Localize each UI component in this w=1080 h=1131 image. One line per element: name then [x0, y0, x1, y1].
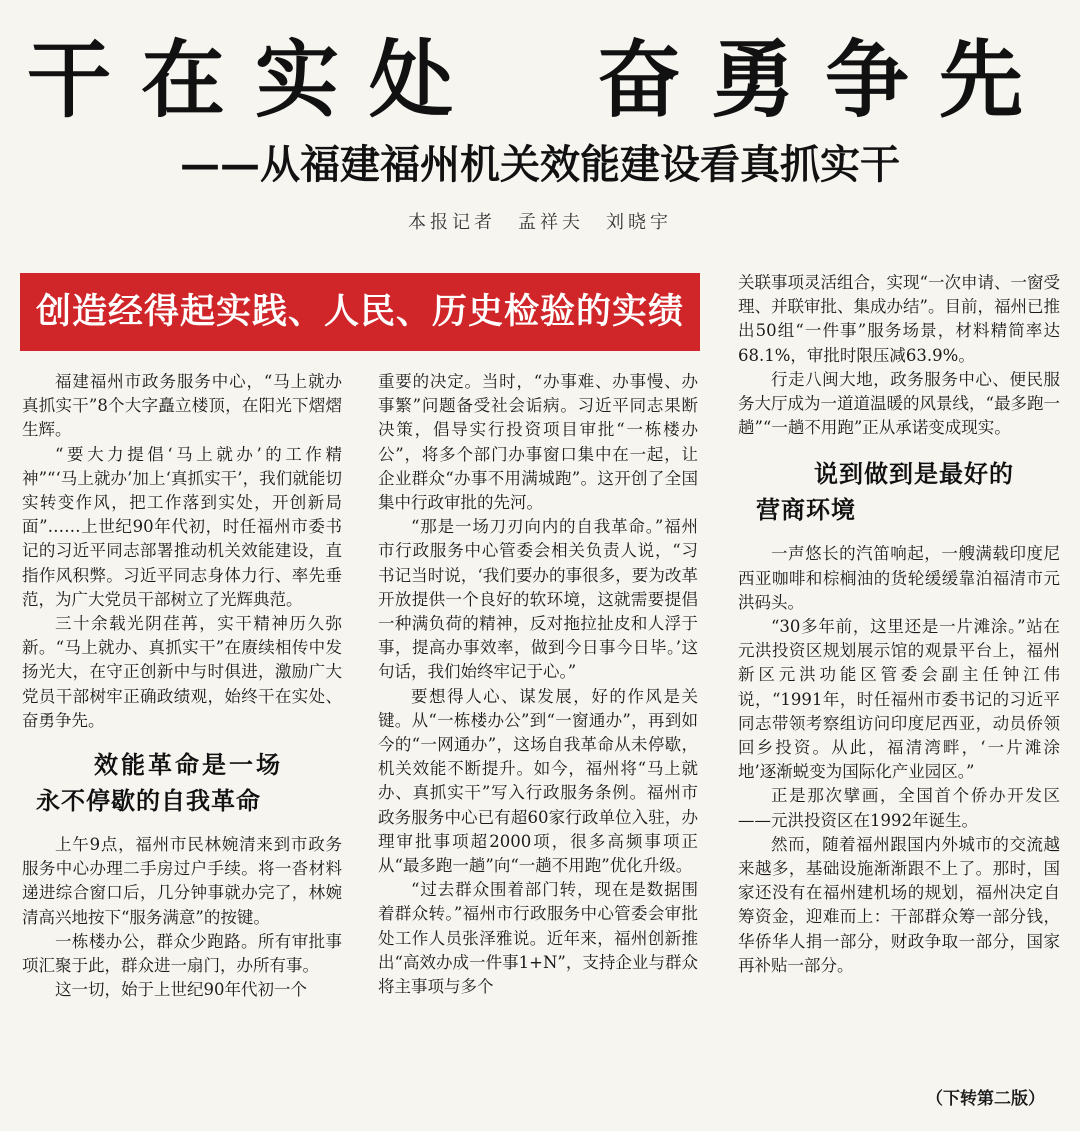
- article-column-2: [378, 370, 698, 999]
- article-column-3: [738, 271, 1060, 978]
- section-banner: 创造经得起实践、人民、历史检验的实绩: [20, 273, 700, 351]
- section-heading-line: 说到做到是最好的: [814, 460, 1014, 489]
- paragraph: 然而，随着福州跟国内外城市的交流越来越多，基础设施渐渐跟不上了。那时，国家还没有在福州建机场的规划，福州决定自筹资金，迎难而上：干部群众筹一部分钱，华侨华人捐一部分，财政争取一部分，国家再补贴一部分。: [738, 834, 1060, 975]
- paragraph: 一声悠长的汽笛响起，一艘满载印度尼西亚咖啡和棕榈油的货轮缓缓靠泊福清市元洪码头。: [738, 544, 1060, 612]
- paragraph: 要想得人心、谋发展，好的作风是关键。从“一栋楼办公”到“一窗通办”，再到如今的“一网通办”，这场自我革命从未停歇，机关效能不断提升。如今，福州将“马上就办、真抓实干”写入行政服务条例。福州市政务服务中心已有超60家行政单位入驻，办理审批事项超2000项，很多高频事项正从“最多跑一趟”向“一趟不用跑”优化升级。: [378, 686, 698, 876]
- paragraph: 正是那次擘画，全国首个侨办开发区——元洪投资区在1992年诞生。: [738, 786, 1060, 830]
- paragraph: “要大力提倡‘马上就办’的工作精神”“‘马上就办’加上‘真抓实干’，我们就能切实转变作风，把工作落到实处，开创新局面”……上世纪90年代初，时任福州市委书记的习近平同志部署推动机关效能建设，直指作风积弊。习近平同志身体力行、率先垂范，为广大党员干部树立了光辉典范。: [22, 444, 342, 609]
- section-heading: [22, 747, 342, 819]
- section-heading-line: 营商环境: [756, 496, 856, 525]
- paragraph: 重要的决定。当时，“办事难、办事慢、办事繁”问题备受社会诟病。习近平同志果断决策，倡导实行投资项目审批“一栋楼办公”，将多个部门办事窗口集中在一起，让企业群众“办事不用满城跑”。这开创了全国集中行政审批的先河。: [378, 372, 698, 513]
- paragraph: “过去群众围着部门转，现在是数据围着群众转。”福州市行政服务中心管委会审批处工作人员张泽雅说。近年来，福州创新推出“高效办成一件事1+N”，支持企业与群众将主事项与多个: [378, 880, 698, 997]
- section-heading: [738, 456, 1060, 528]
- article-column-1: [22, 370, 359, 1002]
- paragraph: 一栋楼办公，群众少跑路。所有审批事项汇聚于此，群众进一扇门，办所有事。: [22, 931, 342, 976]
- paragraph: “那是一场刀刃向内的自我革命。”福州市行政服务中心管委会相关负责人说，“习书记当时说，‘我们要办的事很多，要为改革开放提供一个良好的软环境，这就需要提倡一种满负荷的精神，反对拖拉扯皮和人浮于事，提高办事效率，做到今日事今日毕。’这句话，我们始终牢记于心。”: [378, 517, 698, 682]
- paragraph: 关联事项灵活组合，实现“一次申请、一窗受理、并联审批、集成办结”。目前，福州已推出50组“一件事”服务场景，材料精简率达68.1%，审批时限压减63.9%。: [738, 273, 1060, 365]
- section-heading-line: 效能革命是一场: [94, 751, 283, 780]
- paragraph: 行走八闽大地，政务服务中心、便民服务大厅成为一道道温暖的风景线，“最多跑一趟”“一趟不用跑”正从承诺变成现实。: [738, 369, 1060, 438]
- paragraph: 这一切，始于上世纪90年代初一个: [55, 980, 307, 1000]
- byline: 本报记者 孟祥夫 刘晓宇: [408, 212, 672, 233]
- headline: 干在实处 奋勇争先: [26, 31, 1053, 129]
- paragraph: 上午9点，福州市民林婉清来到市政务服务中心办理二手房过户手续。将一沓材料递进综合窗口后，几分钟事就办完了，林婉清高兴地按下“服务满意”的按键。: [22, 835, 342, 927]
- paragraph: 福建福州市政务服务中心，“马上就办 真抓实干”8个大字矗立楼顶，在阳光下熠熠生辉。: [22, 372, 359, 440]
- continued-on-page-2: （下转第二版）: [926, 1089, 1045, 1109]
- paragraph: “30多年前，这里还是一片滩涂。”站在元洪投资区规划展示馆的观景平台上，福州新区元洪功能区管委会副主任钟江伟说，“1991年，时任福州市委书记的习近平同志带领考察组访问印度尼西亚，动员侨领回乡投资。从此，福清湾畔，‘一片滩涂地’逐渐蜕变为国际化产业园区。”: [738, 617, 1060, 782]
- subheadline: ——从福建福州机关效能建设看真抓实干: [180, 141, 900, 188]
- paragraph: 三十余载光阴荏苒，实干精神历久弥新。“马上就办、真抓实干”在赓续相传中发扬光大，在守正创新中与时俱进，激励广大党员干部树牢正确政绩观，始终干在实处、奋勇争先。: [22, 614, 342, 730]
- section-heading-line: 永不停歇的自我革命: [36, 787, 261, 816]
